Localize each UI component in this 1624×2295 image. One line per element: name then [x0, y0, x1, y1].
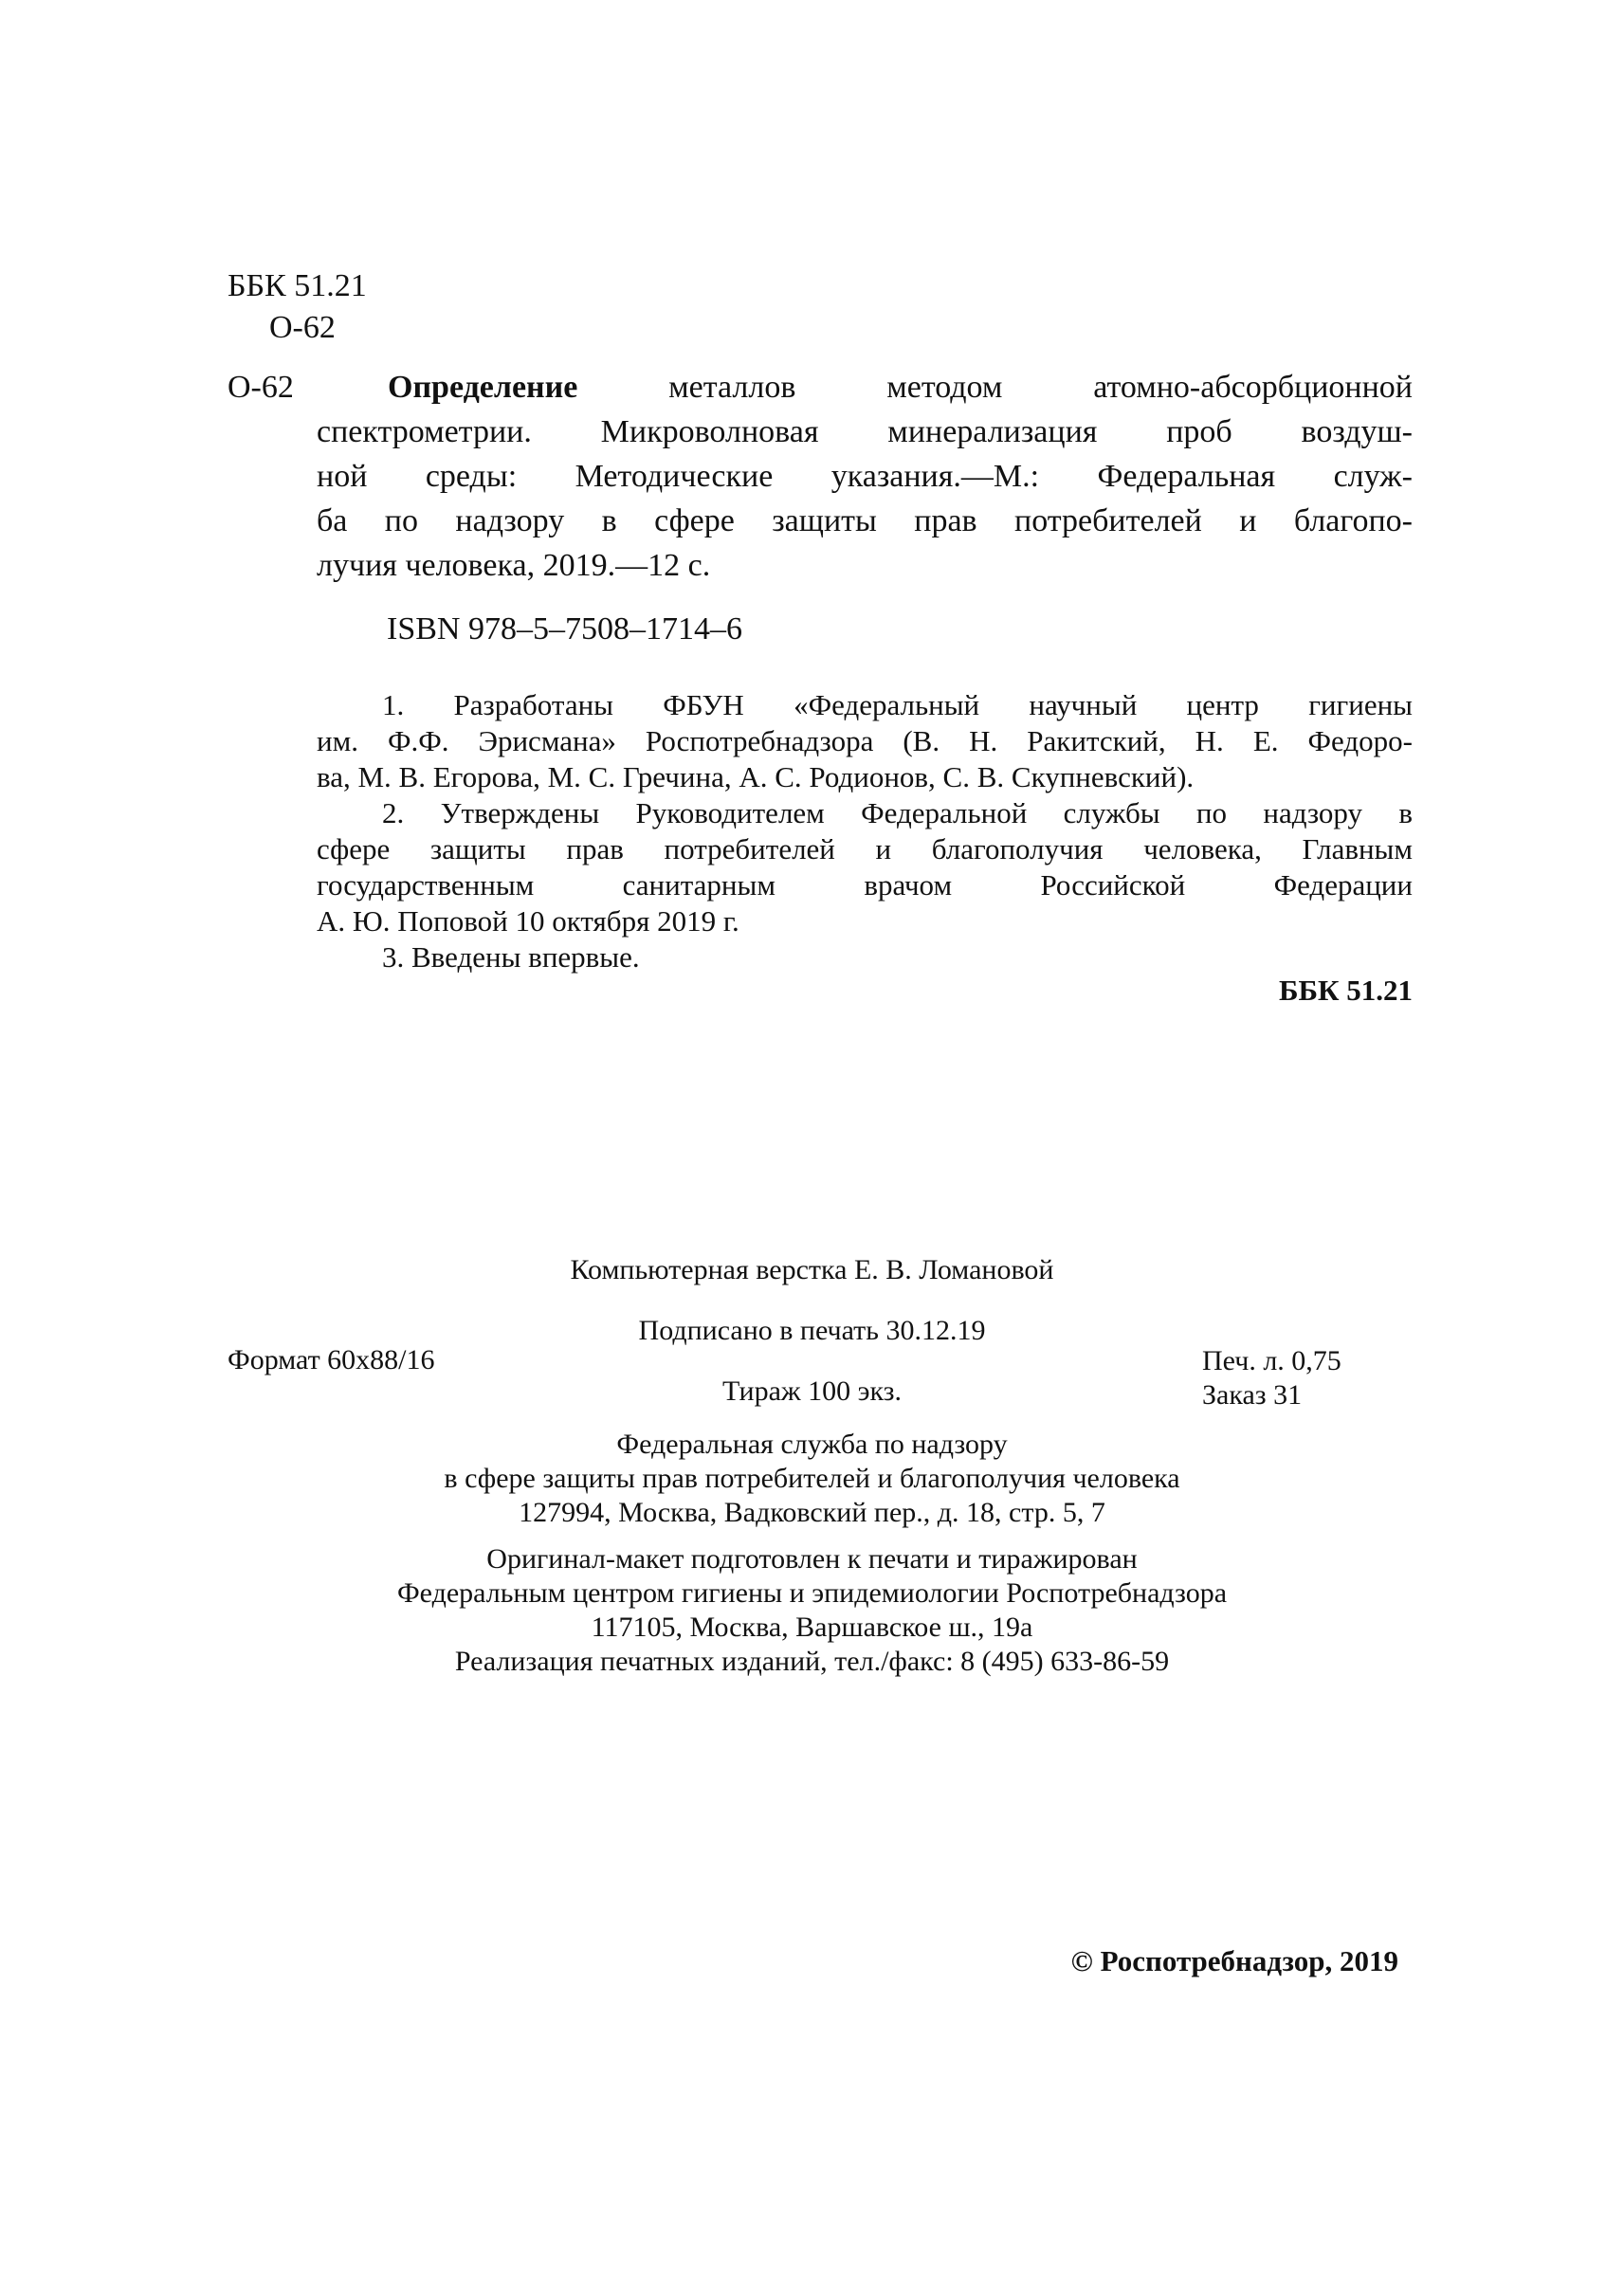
publisher-line-3: 127994, Москва, Вадковский пер., д. 18, стр. 5, 7	[519, 1497, 1105, 1528]
entry-line-3: ной среды: Методические указания.—М.: Федеральная служ-	[317, 459, 1413, 494]
entry-line-1	[317, 365, 1413, 410]
note-2-line-3: государственным санитарным врачом Российской Федерации	[317, 868, 1413, 902]
author-mark: О-62	[269, 310, 336, 346]
entry-line-5: лучия человека, 2019.—12 с.	[317, 548, 711, 583]
circulation: Тираж 100 экз.	[721, 1375, 903, 1407]
note-2-line-1: 2. Утверждены Руководителем Федеральной службы по надзору в	[382, 796, 1413, 829]
copyright: © Роспотребнадзор, 2019	[1070, 1944, 1398, 1977]
printer-line-2: Федеральным центром гигиены и эпидемиологии Роспотребнадзора	[396, 1577, 1228, 1609]
entry-description	[317, 365, 1413, 588]
publisher-line-1: Федеральная служба по надзору	[616, 1429, 1008, 1460]
printer-line-4: Реализация печатных изданий, тел./факс: 8 (495) 633-86-59	[454, 1646, 1170, 1677]
bbk-footer: ББК 51.21	[1279, 974, 1413, 1007]
entry-title-rest: металлов методом атомно-абсорбционной	[577, 370, 1413, 405]
entry-line-4: ба по надзору в сфере защиты прав потребителей и благопо-	[317, 503, 1413, 538]
entry-mark: О-62	[228, 370, 294, 405]
printer-line-3: 117105, Москва, Варшавское ш., 19а	[591, 1612, 1033, 1643]
note-1-line-2: им. Ф.Ф. Эрисмана» Роспотребнадзора (В. Н. Ракитский, Н. Е. Федоро-	[317, 724, 1413, 757]
bbk-code: ББК 51.21	[228, 268, 367, 303]
notes-block	[317, 687, 1413, 975]
note-1-line-1: 1. Разработаны ФБУН «Федеральный научный центр гигиены	[382, 688, 1413, 721]
note-1-line-3: ва, М. В. Егорова, М. С. Гречина, А. С. Родионов, С. В. Скупневский).	[317, 760, 1195, 793]
publisher-line-2: в сфере защиты прав потребителей и благополучия человека	[444, 1463, 1180, 1494]
printer-block	[0, 1542, 1624, 1679]
layout-credit: Компьютерная верстка Е. В. Ломановой	[570, 1254, 1054, 1285]
print-sheets: Печ. л. 0,75	[1202, 1345, 1341, 1376]
signed-date: Подписано в печать 30.12.19	[638, 1315, 986, 1346]
format: Формат 60x88/16	[228, 1344, 435, 1375]
bbk-header	[228, 265, 367, 349]
publisher-block	[0, 1428, 1624, 1530]
order-number: Заказ 31	[1202, 1379, 1303, 1411]
note-2-line-4: А. Ю. Поповой 10 октября 2019 г.	[317, 904, 739, 938]
note-2-line-2: сфере защиты прав потребителей и благополучия человека, Главным	[317, 832, 1413, 865]
printer-line-1: Оригинал-макет подготовлен к печати и тиражирован	[486, 1543, 1138, 1575]
imprint-right	[1202, 1344, 1341, 1412]
note-3-line-1: 3. Введены впервые.	[382, 940, 640, 974]
entry-line-2: спектрометрии. Микроволновая минерализация проб воздуш-	[317, 414, 1413, 449]
entry-title-lead: Определение	[388, 370, 578, 405]
isbn: ISBN 978–5–7508–1714–6	[387, 611, 742, 647]
